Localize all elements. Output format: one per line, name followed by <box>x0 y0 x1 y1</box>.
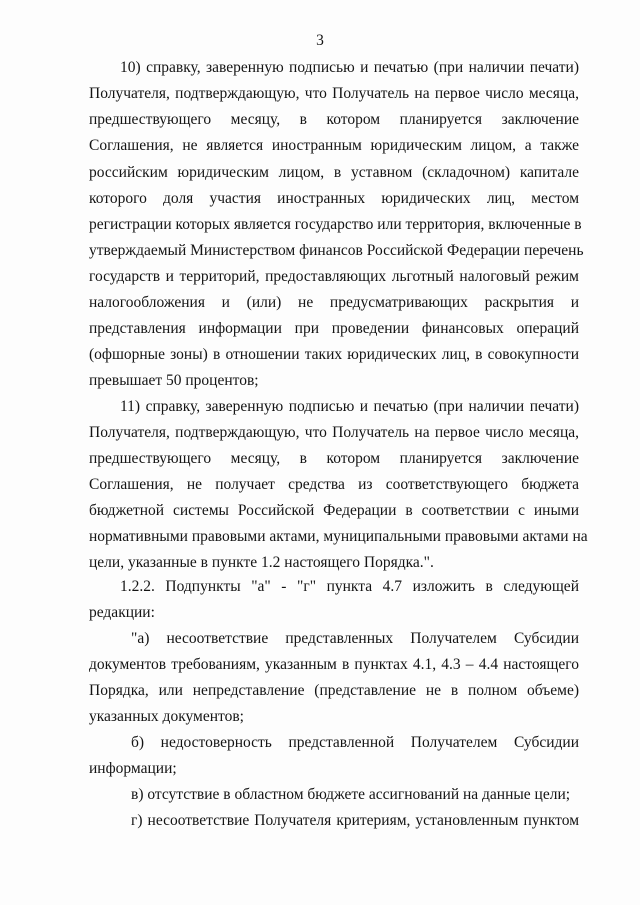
text-line: 11) справку, заверенную подписью и печатью (при наличии печати) <box>120 398 579 415</box>
text-line: государств и территорий, предоставляющих льготный налоговый режим <box>89 268 579 285</box>
text-line: цели, указанные в пункте 1.2 настоящего Порядка.". <box>89 554 434 571</box>
text-line: б) недостоверность представленной Получателем Субсидии <box>131 734 579 751</box>
text-line: информации; <box>89 760 177 777</box>
text-line: бюджетной системы Российской Федерации в соответствии с иными <box>89 502 579 519</box>
text-line: Получателя, подтверждающую, что Получатель на первое число месяца, <box>89 85 579 102</box>
text-line: "а) несоответствие представленных Получателем Субсидии <box>131 630 579 647</box>
text-line: российским юридическим лицом, в уставном (складочном) капитале <box>89 164 579 181</box>
text-line: регистрации которых является государство или территория, включенные в <box>89 216 582 233</box>
text-line: утверждаемый Министерством финансов Российской Федерации перечень <box>89 242 584 259</box>
text-line: указанных документов; <box>89 708 244 725</box>
text-line: в) отсутствие в областном бюджете ассигнований на данные цели; <box>131 786 571 803</box>
text-line: г) несоответствие Получателя критериям, установленным пунктом <box>131 812 579 829</box>
text-line: нормативными правовыми актами, муниципальными правовыми актами на <box>89 528 588 545</box>
page-number: 3 <box>316 32 324 49</box>
text-line: 1.2.2. Подпункты "а" - "г" пункта 4.7 изложить в следующей <box>120 578 579 595</box>
text-line: превышает 50 процентов; <box>89 372 259 389</box>
text-line: Соглашения, не является иностранным юридическим лицом, а также <box>89 137 579 154</box>
text-line: Порядка, или непредставление (представление не в полном объеме) <box>89 682 579 699</box>
text-line: налогообложения и (или) не предусматривающих раскрытия и <box>89 294 579 311</box>
text-line: Соглашения, не получает средства из соответствующего бюджета <box>89 476 579 493</box>
text-line: 10) справку, заверенную подписью и печатью (при наличии печати) <box>120 59 579 76</box>
text-line: предшествующего месяцу, в котором планируется заключение <box>89 450 579 467</box>
text-line: редакции: <box>89 604 155 621</box>
text-line: предшествующего месяцу, в котором планируется заключение <box>89 111 579 128</box>
text-line: Получателя, подтверждающую, что Получатель на первое число месяца, <box>89 424 579 441</box>
text-line: которого доля участия иностранных юридических лиц, местом <box>89 190 579 207</box>
text-line: представления информации при проведении финансовых операций <box>89 320 579 337</box>
text-line: (офшорные зоны) в отношении таких юридических лиц, в совокупности <box>89 346 579 363</box>
text-line: документов требованиям, указанным в пунктах 4.1, 4.3 – 4.4 настоящего <box>89 656 579 673</box>
